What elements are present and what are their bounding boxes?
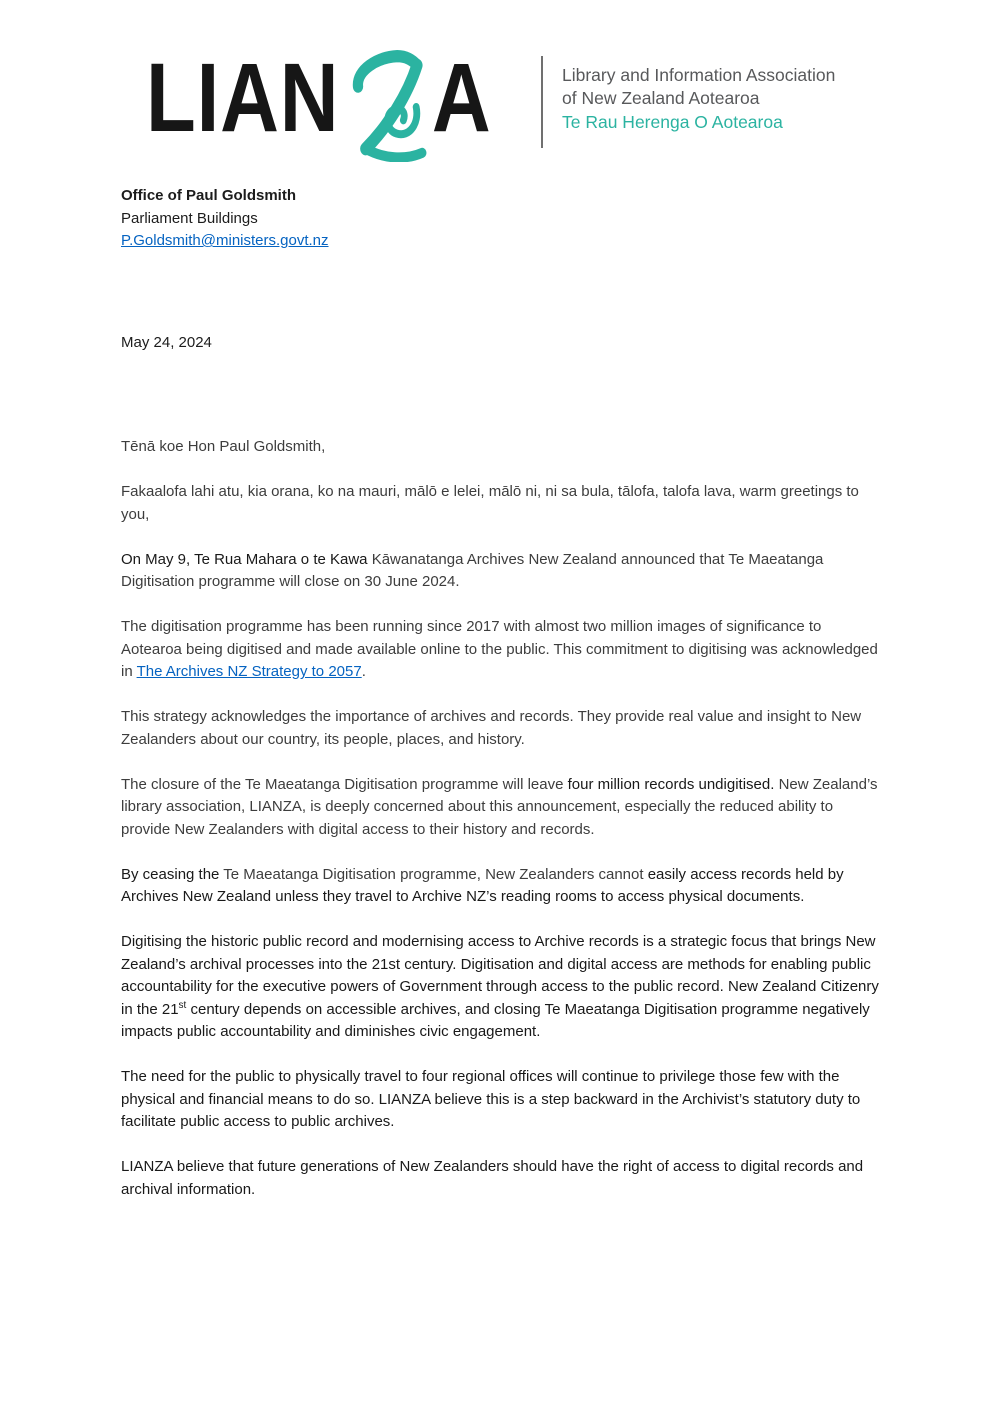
paragraph	[121, 1066, 883, 1134]
paragraph	[121, 481, 883, 526]
logo-divider	[541, 56, 543, 148]
text-run: The closure of the Te Maeatanga Digitisation programme will leave	[121, 775, 568, 793]
org-name-line2: of New Zealand Aotearoa	[562, 88, 760, 108]
paragraph	[121, 774, 883, 842]
recipient-address: Parliament Buildings	[121, 209, 258, 227]
org-name-block	[562, 64, 835, 134]
lianza-logo	[146, 43, 492, 162]
logo-text-a: A	[431, 43, 492, 152]
text-run: Kāwanatanga Archives New Zealand announced that Te Maeatanga Digitisation programme will close on 30 June 2024.	[121, 550, 824, 590]
text-run: four million records undigitised.	[567, 775, 779, 793]
paragraph	[121, 549, 883, 594]
text-run: By ceasing the	[121, 865, 224, 883]
text-run: .	[361, 663, 366, 680]
recipient-block	[121, 185, 329, 253]
paragraph	[121, 864, 883, 909]
recipient-email-link[interactable]: P.Goldsmith@ministers.govt.nz	[121, 232, 329, 249]
org-name-line1: Library and Information Association	[562, 65, 836, 85]
text-run: Tēnā koe Hon Paul Goldsmith,	[121, 438, 326, 455]
paragraph	[121, 436, 883, 459]
archives-strategy-link[interactable]: The Archives NZ Strategy to 2057	[136, 663, 362, 680]
text-run: Fakaalofa lahi atu, kia orana, ko na mauri, mālō e lelei, mālō ni, ni sa bula, tālofa, talofa lava, warm greetings to you,	[121, 483, 859, 523]
text-run: LIANZA believe that future generations of New Zealanders should have the right of access to digital records and archival information.	[121, 1158, 864, 1198]
text-run: The need for the public to physically travel to four regional offices will continue to privilege those few with the physical and financial means to do so. LIANZA believe this is a step backward in the Archivist’s statutory duty to facilitate public access to public archives.	[121, 1068, 861, 1130]
text-run: The digitisation programme has been running since 2017 with almost two million images of significance to Aotearoa being digitised and made available online to the public. This commitment to digitising was acknowledged in	[121, 618, 878, 680]
superscript-ordinal: st	[178, 999, 187, 1011]
paragraph	[121, 706, 883, 751]
text-run: Digitising the historic public record and modernising access to Archive records is a strategic focus that brings New Zealand’s archival processes into the 21st century. Digitisation and digital access are methods for enabling public accountability for the executive powers of Government through access to the public record. New Zealand Citizenry in the 21	[121, 933, 879, 1018]
text-run: New Zealand’s library association, LIANZA, is deeply concerned about this announcement, especially the reduced ability to provide New Zealanders with digital access to their history and records.	[121, 775, 878, 838]
text-run: Te Maeatanga Digitisation programme, New Zealanders cannot	[223, 865, 648, 883]
letter-body	[121, 436, 883, 1224]
text-run: century depends on accessible archives, and closing Te Maeatanga Digitisation programme negatively impacts public accountability and diminishes civic engagement.	[121, 1000, 870, 1040]
text-run: This strategy acknowledges the importance of archives and records. They provide real value and insight to New Zealanders about our country, its people, places, and history.	[121, 708, 862, 748]
logo-text-lian: LIAN	[146, 43, 340, 152]
text-run: easily access records held by Archives New Zealand unless they travel to Archive NZ’s reading rooms to access physical documents.	[121, 865, 844, 905]
letter-date: May 24, 2024	[121, 334, 212, 351]
text-run: On May 9, Te Rua Mahara o te Kawa	[121, 550, 372, 568]
paragraph	[121, 616, 883, 684]
koru-z-icon	[339, 48, 433, 162]
paragraph	[121, 1156, 883, 1201]
paragraph	[121, 931, 883, 1044]
recipient-office: Office of Paul Goldsmith	[121, 187, 297, 204]
org-name-maori: Te Rau Herenga O Aotearoa	[562, 112, 783, 132]
